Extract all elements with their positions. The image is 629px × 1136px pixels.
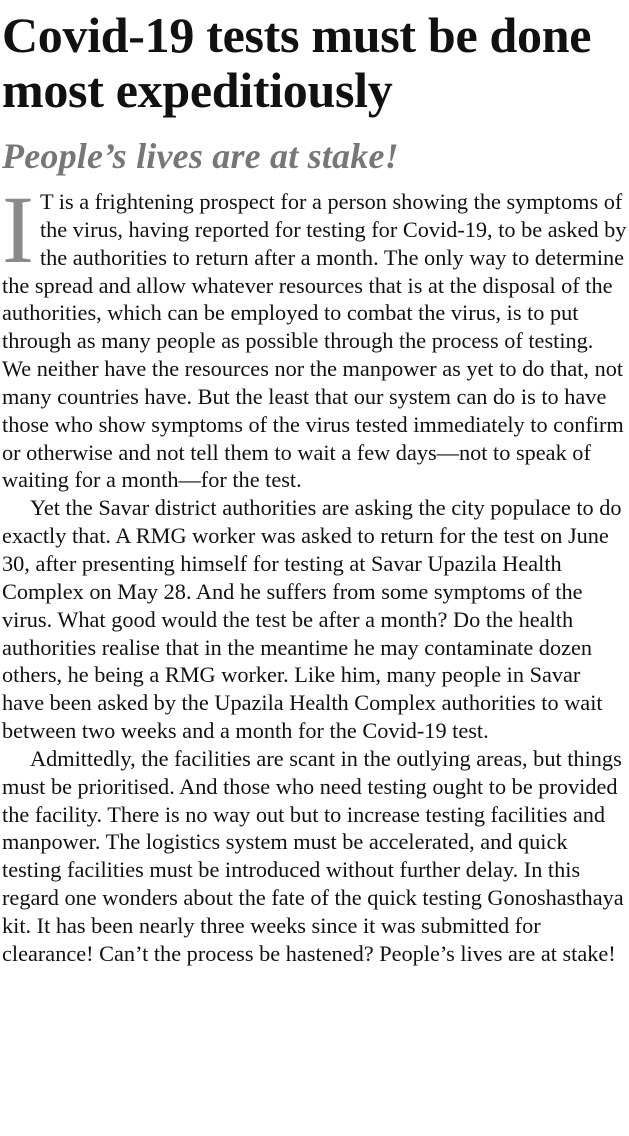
headline: Covid-19 tests must be done most expeditiously (2, 7, 592, 118)
paragraph-1 (2, 176, 627, 494)
paragraph-2: Yet the Savar district authorities are asking the city populace to do exactly that. A RMG worker was asked to return for the test on June 30, after presenting himself for testing at Savar Upazila Health Complex on May 28. And he suffers from some symptoms of the virus. What good would the test be after a month? Do the health authorities realise that in the meantime he may contaminate dozen others, he being a RMG worker. Like him, many people in Savar have been asked by the Upazila Health Complex authorities to wait between two weeks and a month for the Covid-19 test. (2, 495, 622, 744)
paragraph-3: Admittedly, the facilities are scant in the outlying areas, but things must be prioritised. And those who need testing ought to be provided the facility. There is no way out but to increase testing facilities and manpower. The logistics system must be accelerated, and quick testing facilities must be introduced without further delay. In this regard one wonders about the fate of the quick testing Gonoshasthaya kit. It has been nearly three weeks since it was submitted for clearance! Can’t the process be hastened? People’s lives are at stake! (2, 745, 624, 966)
subheadline: People’s lives are at stake! (2, 136, 399, 176)
article-body (2, 176, 627, 968)
paragraph-1-text: T is a frightening prospect for a person showing the symptoms of the virus, having reported for testing for Covid-19, to be asked by the authorities to return after a month. The only way to determine the spread and allow whatever resources that is at the disposal of the authorities, which can be employed to combat the virus, is to put through as many people as possible through the process of testing. We neither have the resources nor the manpower as yet to do that, not many countries have. But the least that our system can do is to have those who show symptoms of the virus tested immediately to confirm or otherwise and not tell them to wait a few days—not to speak of waiting for a month—for the test. (2, 189, 627, 493)
drop-cap: I (2, 176, 34, 283)
